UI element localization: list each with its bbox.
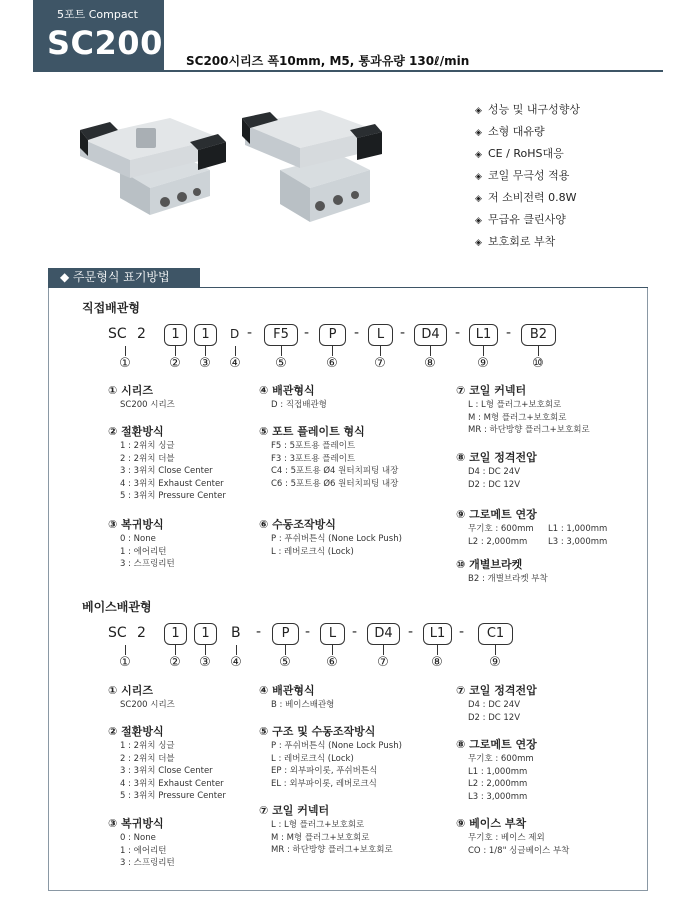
legend-reset: ③ 복귀방식 0 : None 1 : 에어리턴 3 : 스프링리턴 [108, 817, 175, 868]
legend-series: ① 시리즈 SC200 시리즈 [108, 384, 175, 410]
feature-item: ◈ 성능 및 내구성향상 [475, 99, 580, 121]
diamond-bullet-icon: ◈ [475, 150, 482, 160]
code-dash: - [400, 325, 406, 341]
code-series: SC [108, 326, 127, 342]
page-title: SC200시리즈 폭10mm, M5, 통과유량 130ℓ/min [186, 54, 470, 68]
diamond-bullet-icon: ◈ [475, 106, 482, 116]
code-tick [430, 346, 431, 356]
code-number: ⑨ [489, 655, 501, 670]
legend-manual: ⑥ 수동조작방식 P : 푸쉬버튼식 (None Lock Push) L : 레버로크식 (Lock) [259, 518, 402, 557]
code-number: ③ [199, 655, 211, 670]
legend-structure: ⑤ 구조 및 수동조작방식 P : 푸쉬버튼식 (None Lock Push) L : 레버로크식 (Lock) EP : 외부파이롯, 푸쉬버튼식 EL : 외부파이롯, 레버로크식 [259, 725, 402, 789]
direct-heading: 직접배관형 [82, 301, 140, 315]
code-grommet: L1 [423, 623, 452, 645]
legend-port-plate: ⑤ 포트 플레이트 형식 F5 : 5포트용 플레이트 F3 : 3포트용 플레이트 C4 : 5포트용 Ø4 원터치피팅 내장 C6 : 5포트용 Ø6 원터치피팅 내장 [259, 425, 399, 489]
code-tick [380, 346, 381, 356]
code-connector: L [320, 623, 345, 645]
series-subtitle: 5포트 Compact [57, 8, 138, 21]
code-number: ⑤ [279, 655, 291, 670]
code-grommet: L1 [469, 324, 498, 346]
feature-item: ◈ 코일 무극성 적용 [475, 165, 580, 187]
code-number: ⑨ [477, 356, 489, 371]
diamond-bullet-icon: ◈ [475, 238, 482, 248]
code-tick [175, 346, 176, 356]
legend-piping: ④ 배관형식 D : 직접배관형 [259, 384, 327, 410]
code-structure: P [272, 623, 299, 645]
code-tick [285, 645, 286, 655]
code-dash: - [305, 624, 311, 640]
code-switching: 1 [164, 324, 187, 346]
code-series: SC [108, 625, 127, 641]
valve-illustration-2 [242, 110, 382, 222]
code-number: ⑥ [326, 655, 338, 670]
code-connector: L [368, 324, 393, 346]
code-number: ② [169, 655, 181, 670]
code-dash: - [455, 325, 461, 341]
code-tick [332, 346, 333, 356]
feature-item: ◈ CE / RoHS대응 [475, 143, 580, 165]
code-dash: - [354, 325, 360, 341]
legend-bracket: ⑩ 개별브라켓 B2 : 개별브라켓 부착 [456, 558, 548, 584]
valve-illustration-1 [80, 118, 226, 215]
legend-series: ① 시리즈 SC200 시리즈 [108, 684, 175, 710]
diamond-bullet-icon: ◈ [475, 128, 482, 138]
code-dash: - [408, 624, 414, 640]
feature-item: ◈ 소형 대유량 [475, 121, 580, 143]
section-tab: ◆ 주문형식 표기방법 [48, 268, 200, 287]
code-number: ⑤ [275, 356, 287, 371]
legend-grommet: ⑧ 그로메트 연장 무기호 : 600mm L1 : 1,000mm L2 : 2,000mm L3 : 3,000mm [456, 738, 537, 802]
code-number: ④ [230, 655, 242, 670]
code-tick [538, 346, 539, 356]
code-number: ④ [229, 356, 241, 371]
code-piping: D [230, 327, 240, 341]
code-number: ⑧ [431, 655, 443, 670]
code-tick [332, 645, 333, 655]
legend-switching: ② 절환방식 1 : 2위치 싱글 2 : 2위치 더블 3 : 3위치 Close Center 4 : 3위치 Exhaust Center 5 : 3위치 Pressure Center [108, 425, 226, 501]
diamond-bullet-icon: ◈ [475, 172, 482, 182]
code-dash: - [247, 325, 253, 341]
series-model: SC200 [47, 24, 163, 62]
code-switching: 1 [164, 623, 187, 645]
code-dash: - [352, 624, 358, 640]
legend-voltage: ⑦ 코일 정격전압 D4 : DC 24V D2 : DC 12V [456, 684, 537, 723]
code-tick [483, 346, 484, 356]
code-number: ⑥ [326, 356, 338, 371]
code-tick [236, 645, 237, 655]
code-number: ① [119, 655, 131, 670]
code-dash: - [459, 624, 465, 640]
series-badge [33, 0, 164, 70]
legend-connector: ⑦ 코일 커넥터 L : L형 플러그+보호회로 M : M형 플러그+보호회로 MR : 하단방향 플러그+보호회로 [259, 804, 393, 855]
diamond-bullet-icon: ◈ [475, 194, 482, 204]
code-number: ② [169, 356, 181, 371]
legend-grommet: ⑨ 그로메트 연장 무기호 : 600mm L1 : 1,000mm L2 : 2,000mm L3 : 3,000mm [456, 508, 608, 547]
code-tick [495, 645, 496, 655]
diamond-bullet-icon: ◈ [475, 216, 482, 226]
code-piping: B [231, 625, 241, 641]
code-tick [437, 645, 438, 655]
base-heading: 베이스배관형 [82, 600, 152, 614]
legend-voltage: ⑧ 코일 정격전압 D4 : DC 24V D2 : DC 12V [456, 451, 537, 490]
feature-item: ◈ 저 소비전력 0.8W [475, 187, 580, 209]
code-voltage: D4 [414, 324, 447, 346]
code-tick [383, 645, 384, 655]
code-tick [205, 645, 206, 655]
section-rule [48, 287, 648, 288]
legend-switching: ② 절환방식 1 : 2위치 싱글 2 : 2위치 더블 3 : 3위치 Close Center 4 : 3위치 Exhaust Center 5 : 3위치 Pressure Center [108, 725, 226, 801]
code-number: ⑦ [374, 356, 386, 371]
code-voltage: D4 [367, 623, 400, 645]
code-tick [125, 645, 126, 655]
code-bracket: B2 [521, 324, 556, 346]
code-reset: 1 [194, 324, 217, 346]
code-number: ⑦ [377, 655, 389, 670]
code-port-plate: F5 [264, 324, 298, 346]
code-size: 2 [137, 625, 146, 641]
code-number: ⑩ [532, 356, 544, 371]
legend-piping: ④ 배관형식 B : 베이스배관형 [259, 684, 335, 710]
legend-base-attach: ⑨ 베이스 부착 무기호 : 베이스 제외 CO : 1/8" 싱글베이스 부착 [456, 817, 570, 856]
code-base-attach: C1 [478, 623, 513, 645]
code-number: ① [119, 356, 131, 371]
code-dash: - [256, 624, 262, 640]
code-tick [205, 346, 206, 356]
code-dash: - [506, 325, 512, 341]
header-rule [33, 70, 663, 72]
code-tick [281, 346, 282, 356]
code-number: ③ [199, 356, 211, 371]
code-tick [175, 645, 176, 655]
code-number: ⑧ [424, 356, 436, 371]
code-tick [125, 346, 126, 356]
code-tick [235, 346, 236, 356]
feature-item: ◈ 보호회로 부착 [475, 231, 580, 253]
code-dash: - [304, 325, 310, 341]
code-reset: 1 [194, 623, 217, 645]
code-manual: P [319, 324, 346, 346]
feature-list [475, 99, 580, 253]
legend-reset: ③ 복귀방식 0 : None 1 : 에어리턴 3 : 스프링리턴 [108, 518, 175, 569]
code-size: 2 [137, 326, 146, 342]
feature-item: ◈ 무급유 클린사양 [475, 209, 580, 231]
legend-connector: ⑦ 코일 커넥터 L : L형 플러그+보호회로 M : M형 플러그+보호회로 MR : 하단방향 플러그+보호회로 [456, 384, 590, 435]
product-photo [70, 100, 400, 228]
